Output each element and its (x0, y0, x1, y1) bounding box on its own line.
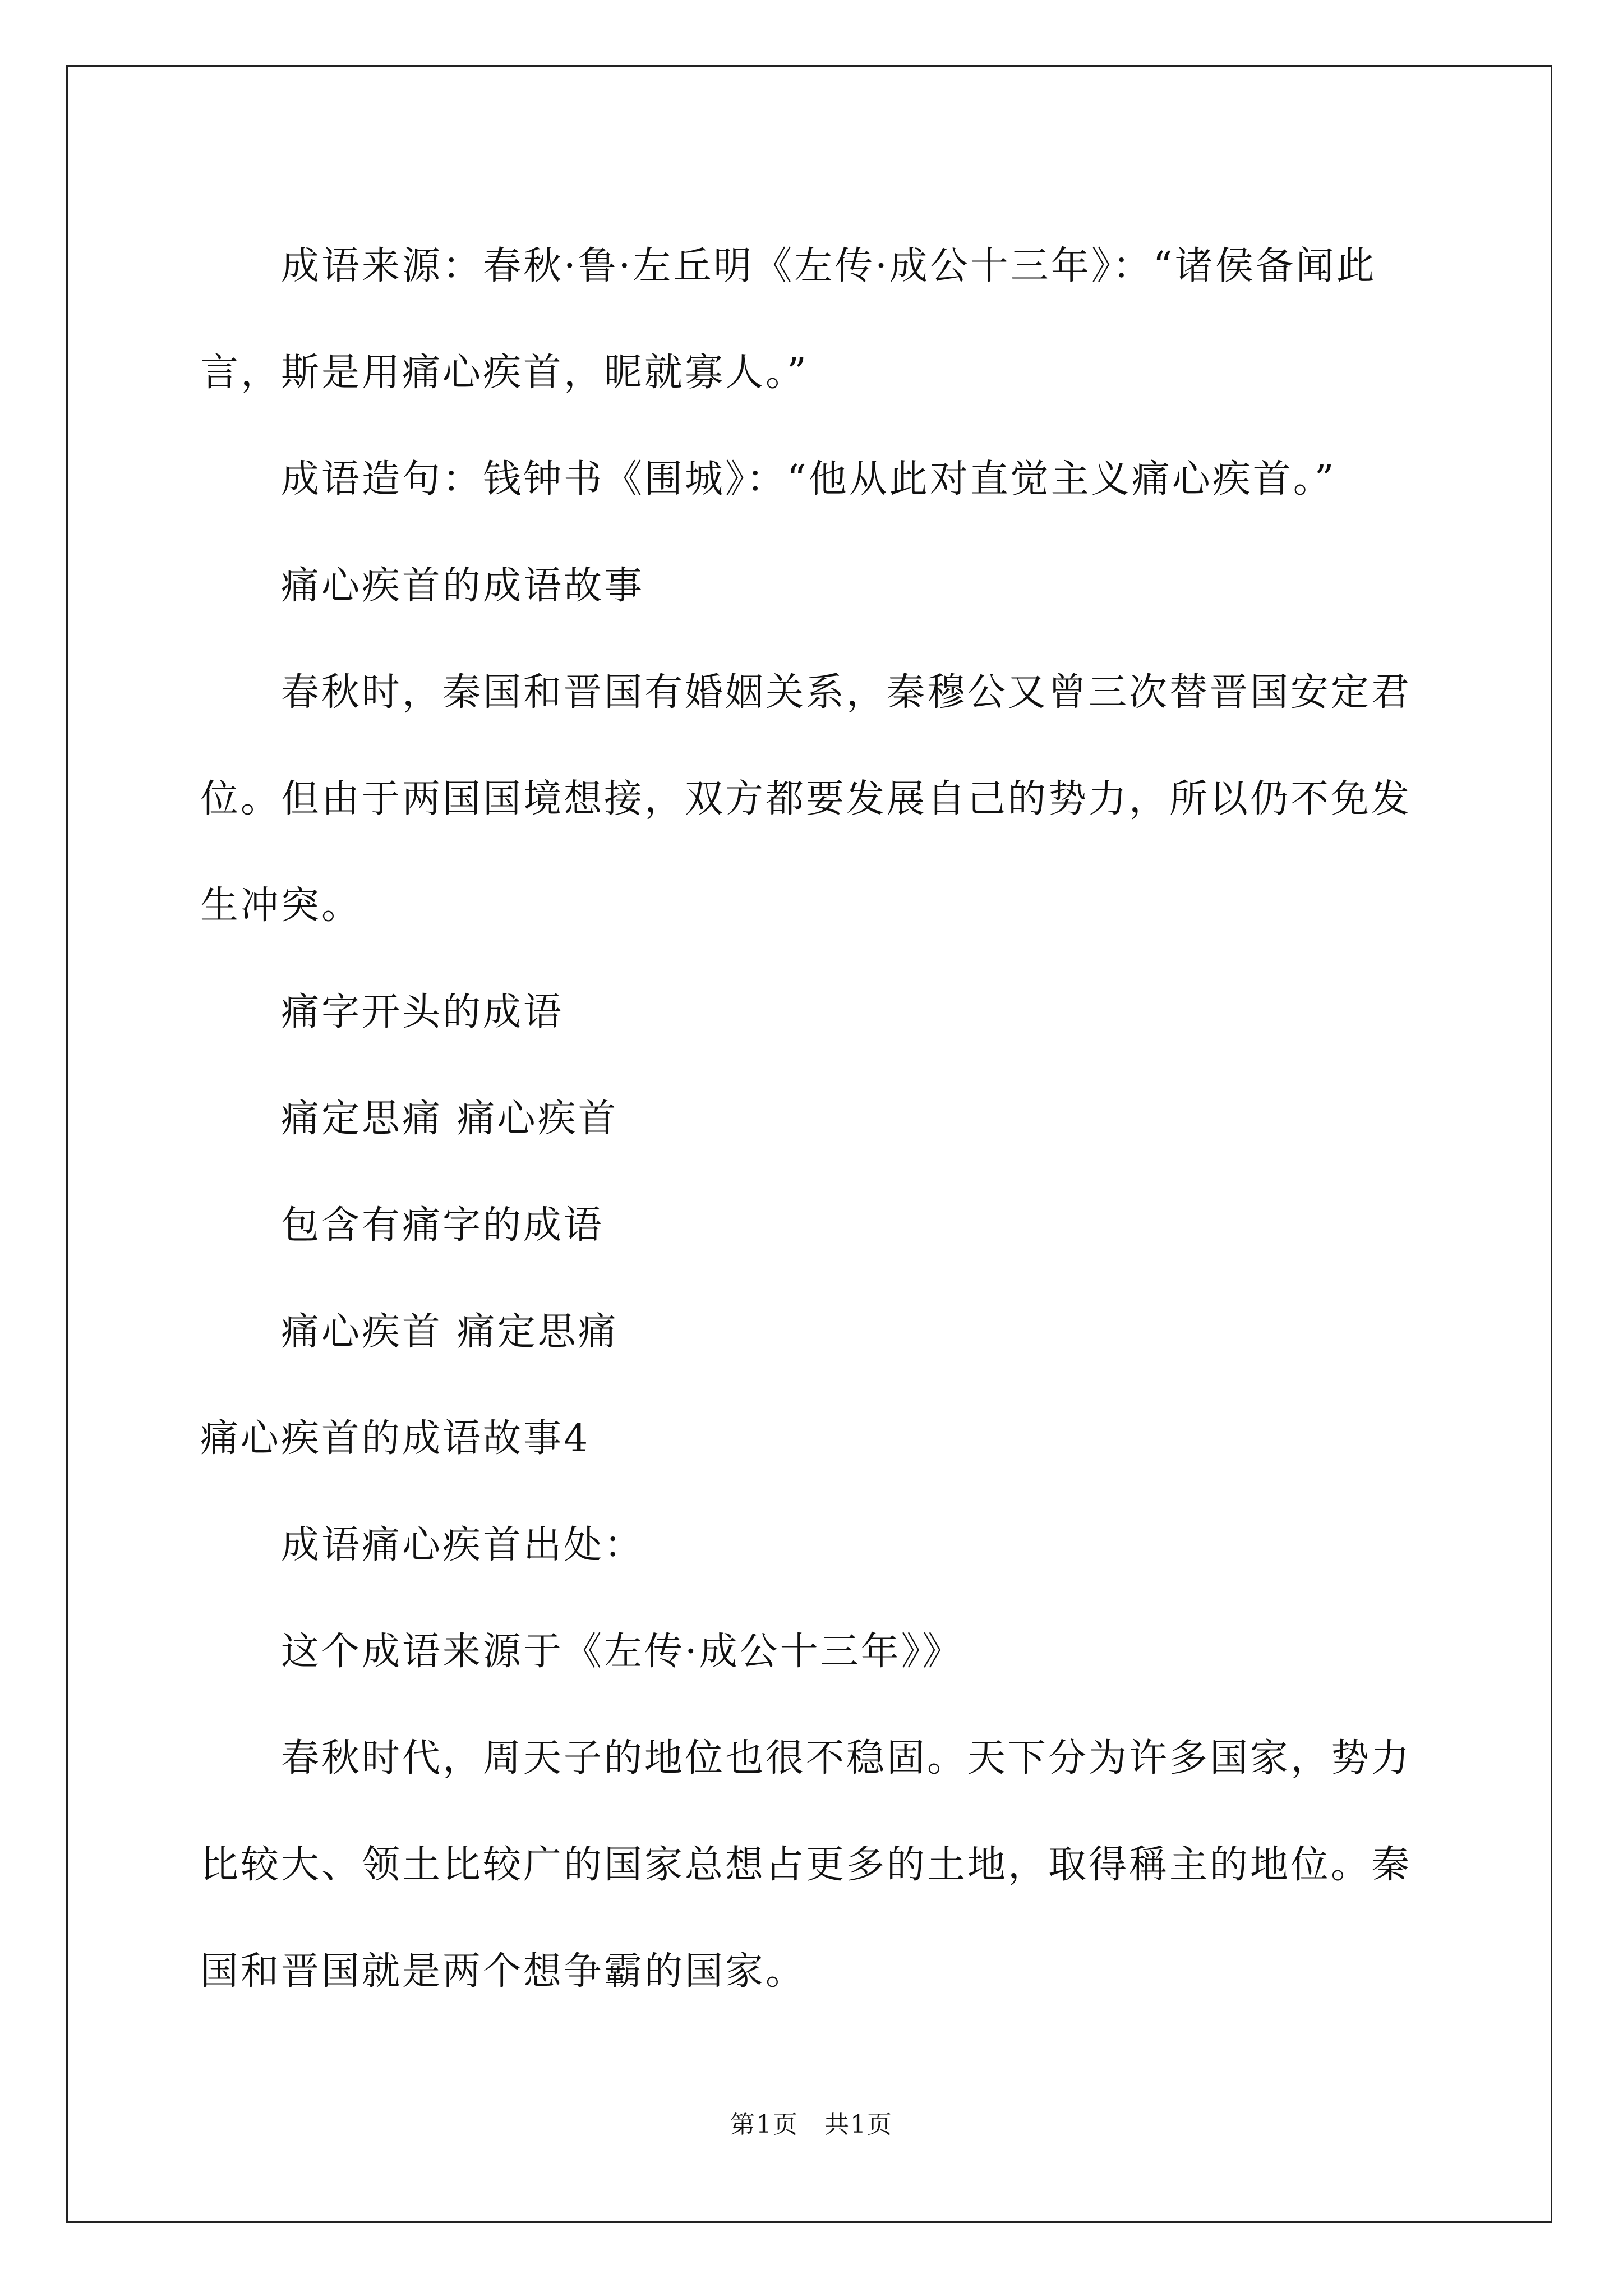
paragraph-origin-source: 这个成语来源于《左传·成公十三年》》 (281, 1630, 963, 1674)
paragraph-story-text: 春秋时，秦国和晋国有婚姻关系，秦穆公又曾三次替晋国安定君位。但由于两国国境想接，双方都要发展自己的势力，所以仍不免发生冲突。 (200, 670, 1412, 928)
paragraph-containing-idioms-heading: 包含有痛字的成语 (281, 1203, 605, 1248)
document-body (200, 213, 1428, 2025)
paragraph-idiom-example: 成语造句：钱钟书《围城》：“他从此对直觉主义痛心疾首。” (281, 457, 1336, 501)
paragraph-starting-idioms-list: 痛定思痛 痛心疾首 (281, 1097, 619, 1141)
paragraph-origin-label: 成语痛心疾首出处： (281, 1523, 645, 1567)
paragraph-containing-idioms-list: 痛心疾首 痛定思痛 (281, 1310, 619, 1354)
page-footer: 第1页 共1页 (730, 2110, 893, 2139)
paragraph-spring-autumn-text: 春秋时代，周天子的地位也很不稳固。天下分为许多国家，势力比较大、领土比较广的国家总想占更多的土地，取得稱主的地位。秦国和晋国就是两个想争霸的国家。 (200, 1736, 1412, 1994)
paragraph-story-heading: 痛心疾首的成语故事 (281, 564, 645, 608)
section-heading-story-4: 痛心疾首的成语故事4 (200, 1416, 591, 1461)
paragraph-starting-idioms-heading: 痛字开头的成语 (281, 990, 564, 1034)
paragraph-idiom-source: 成语来源：春秋·鲁·左丘明《左传·成公十三年》：“诸侯备闻此言，斯是用痛心疾首，昵就寡人。” (200, 244, 1377, 395)
